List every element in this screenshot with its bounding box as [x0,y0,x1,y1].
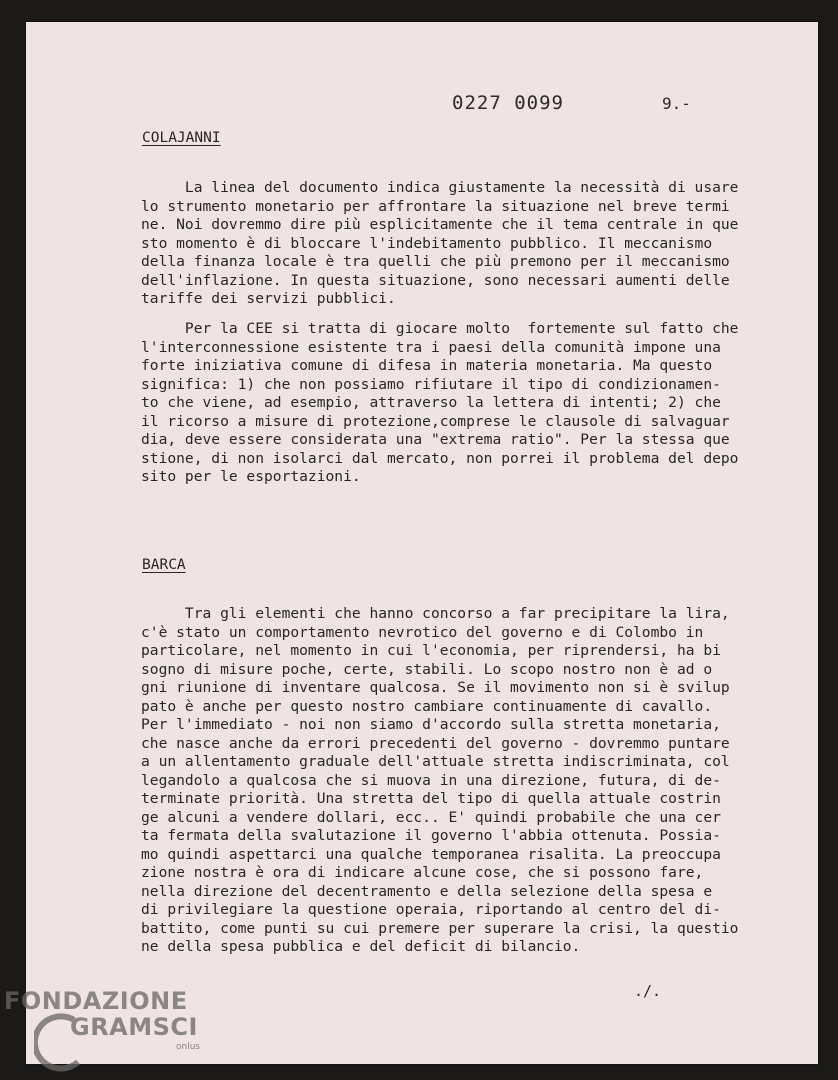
speaker-heading-colajanni: COLAJANNI [142,130,221,146]
speaker-heading-barca: BARCA [142,557,186,573]
paragraph-barca-1: Tra gli elementi che hanno concorso a far precipitare la lira, c'è stato un comportamento nevrotico del governo e di Colombo in particolare, nel momento in cui l'economia, per riprendersi, ha bi sogno di misure poche, certe, stabili. Lo scopo nostro non è ad o gni riunione di inventare qualcosa. Se il movimento non si è svilup pato è anche per questo nostro cambiare continuamente di cavallo. Per l'immediato - noi non siamo d'accordo sulla stretta monetaria, che nasce anche da errori precedenti del governo - dovremmo puntare a un allentamento graduale dell'attuale stretta indiscriminata, col legandolo a qualcosa che si muova in una direzione, futura, di de- terminate priorità. Una stretta del tipo di quella attuale costrin ge alcuni a vendere dollari, ecc.. E' quindi probabile che una cer ta fermata della svalutazione il governo l'abbia ottenuta. Possia- mo quindi aspettarci una qualche temporanea risalita. La preoccupa zione nostra è ora di indicare alcune cose, che si possono fare, nella direzione del decentramento e della selezione della spesa e di privilegiare la questione operaia, riportando al centro del di- battito, come punti su cui premere per superare la crisi, la questio ne della spesa pubblica e del deficit di bilancio. [141,605,739,955]
document-page [26,22,818,1064]
watermark-line-2: GRAMSCI [70,1013,198,1041]
document-number: 0227 0099 [452,92,564,114]
watermark-line-3: onlus [176,1042,201,1052]
watermark-line-1: FONDAZIONE [4,987,188,1015]
continuation-mark: ./. [634,982,662,1000]
paragraph-colajanni-2: Per la CEE si tratta di giocare molto fortemente sul fatto che l'interconnessione esistente tra i paesi della comunità impone una forte iniziativa comune di difesa in materia monetaria. Ma questo significa: 1) che non possiamo rifiutare il tipo di condizionamen- to che viene, ad esempio, attraverso la lettera di intenti; 2) che il ricorso a misure di protezione,comprese le clausole di salvaguar dia, deve essere considerata una "extrema ratio". Per la stessa que stione, di non isolarci dal mercato, non porrei il problema del depo sito per le esportazioni. [141,320,739,485]
watermark-arc-icon [34,1012,84,1072]
paragraph-colajanni-1: La linea del documento indica giustamente la necessità di usare lo strumento monetario per affrontare la situazione nel breve termi ne. Noi dovremmo dire più esplicitamente che il tema centrale in que sto momento è di bloccare l'indebitamento pubblico. Il meccanismo della finanza locale è tra quelli che più premono per il meccanismo dell'inflazione. In questa situazione, sono necessari aumenti delle tariffe dei servizi pubblici. [141,179,739,307]
fondazione-gramsci-watermark [4,987,201,1052]
page-number: 9.- [662,94,691,113]
